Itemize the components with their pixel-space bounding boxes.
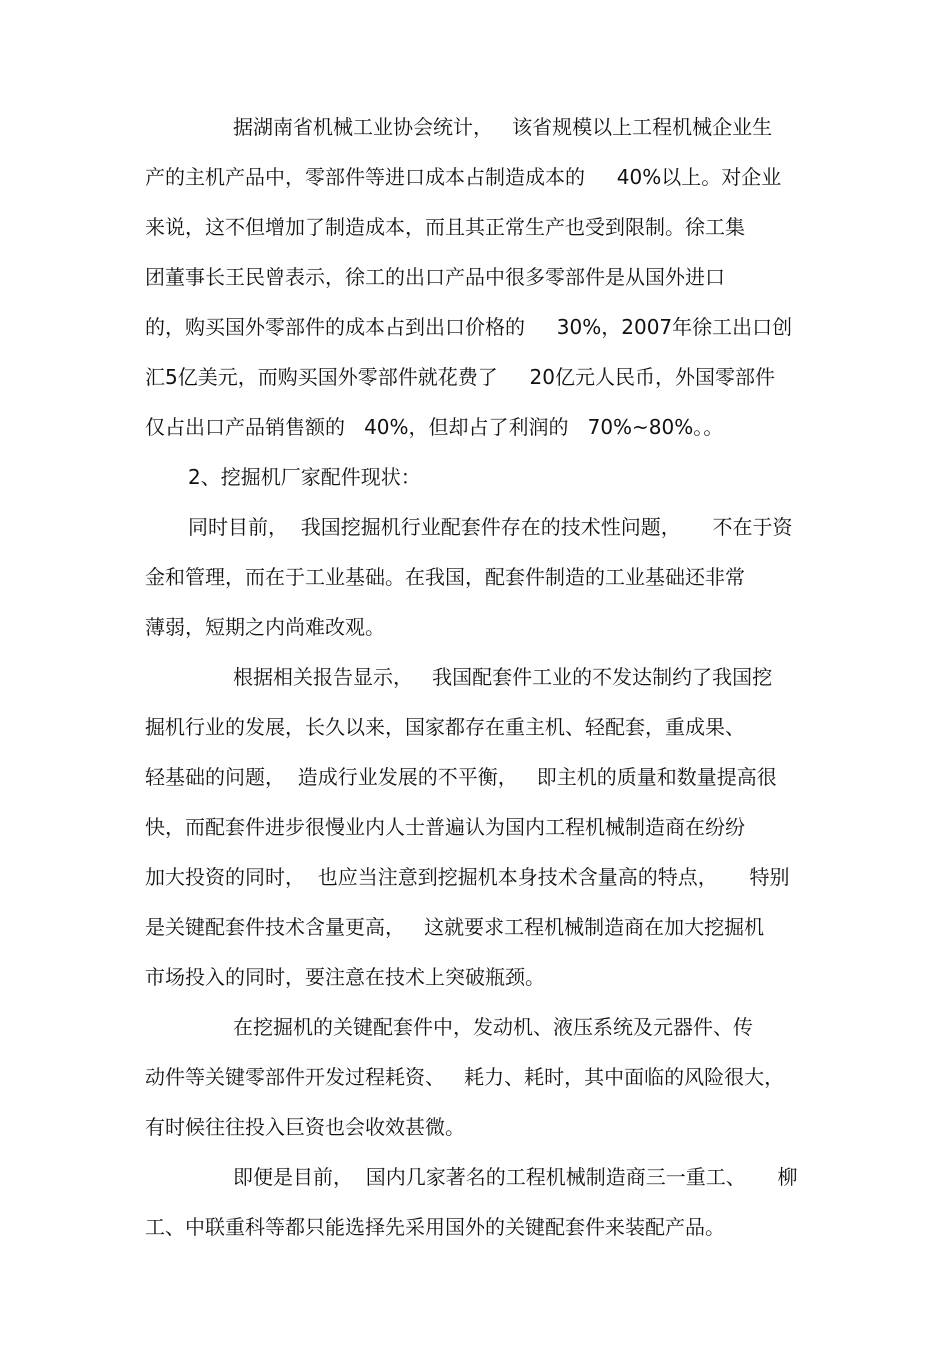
text-line: 市场投入的同时，要注意在技术上突破瓶颈。 xyxy=(145,965,545,989)
text-line: 的，购买国外零部件的成本占到出口价格的 30%，2007年徐工出口创 xyxy=(145,315,793,339)
text-line: 轻基础的问题， 造成行业发展的不平衡， 即主机的质量和数量提高很 xyxy=(145,765,777,789)
text-line: 即便是目前， 国内几家著名的工程机械制造商三一重工、 柳 xyxy=(233,1165,798,1189)
text-line: 快，而配套件进步很慢业内人士普遍认为国内工程机械制造商在纷纷 xyxy=(145,815,745,839)
text-line: 汇5亿美元，而购买国外零部件就花费了 20亿元人民币，外国零部件 xyxy=(145,365,775,389)
text-line: 同时目前， 我国挖掘机行业配套件存在的技术性问题， 不在于资 xyxy=(188,515,793,539)
text-line: 薄弱，短期之内尚难改观。 xyxy=(145,615,385,639)
text-line: 有时候往往投入巨资也会收效甚微。 xyxy=(145,1115,465,1139)
text-line: 仅占出口产品销售额的 40%，但却占了利润的 70%~80%。。 xyxy=(145,415,724,439)
text-line: 动件等关键零部件开发过程耗资、 耗力、耗时，其中面临的风险很大， xyxy=(145,1065,785,1089)
text-line: 是关键配套件技术含量更高， 这就要求工程机械制造商在加大挖掘机 xyxy=(145,915,765,939)
text-line: 加大投资的同时， 也应当注意到挖掘机本身技术含量高的特点， 特别 xyxy=(145,865,790,889)
section-heading: 2、挖掘机厂家配件现状： xyxy=(188,465,421,489)
text-line: 来说，这不但增加了制造成本，而且其正常生产也受到限制。徐工集 xyxy=(145,215,745,239)
text-line: 掘机行业的发展，长久以来，国家都存在重主机、轻配套，重成果、 xyxy=(145,715,745,739)
text-line: 团董事长王民曾表示，徐工的出口产品中很多零部件是从国外进口 xyxy=(145,265,725,289)
text-line: 在挖掘机的关键配套件中，发动机、液压系统及元器件、传 xyxy=(233,1015,753,1039)
text-line: 据湖南省机械工业协会统计， 该省规模以上工程机械企业生 xyxy=(233,115,773,139)
text-line: 产的主机产品中，零部件等进口成本占制造成本的 40%以上。对企业 xyxy=(145,165,782,189)
text-line: 工、中联重科等都只能选择先采用国外的关键配套件来装配产品。 xyxy=(145,1215,725,1239)
text-line: 根据相关报告显示， 我国配套件工业的不发达制约了我国挖 xyxy=(233,665,773,689)
text-line: 金和管理，而在于工业基础。在我国，配套件制造的工业基础还非常 xyxy=(145,565,745,589)
